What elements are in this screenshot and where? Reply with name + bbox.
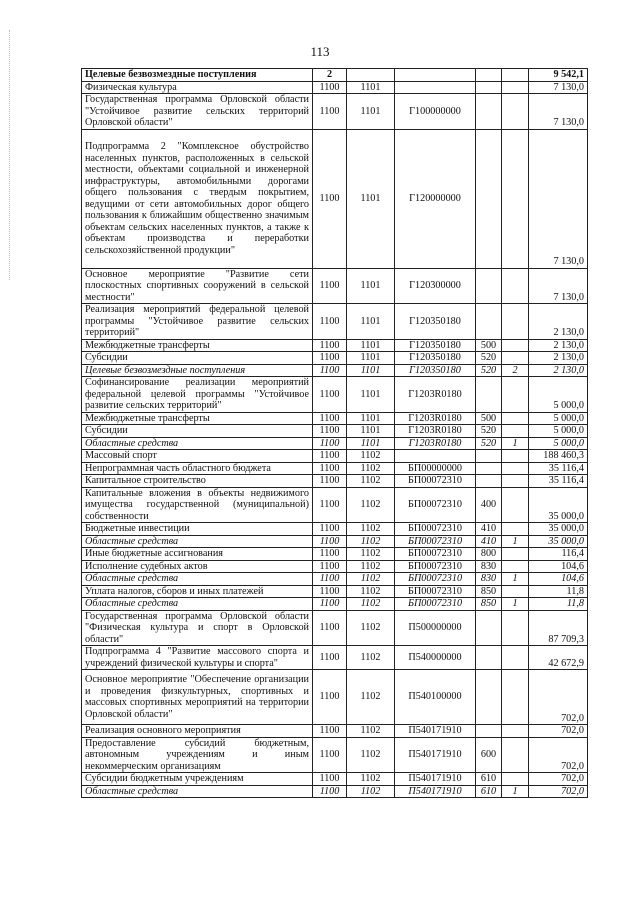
cell-expense-type (476, 304, 502, 340)
cell-sum: 7 130,0 (529, 129, 588, 268)
cell-name: Реализация мероприятий федеральной целевой программы "Устойчивое развитие сельских территорий" (82, 304, 313, 340)
cell-sum: 35 000,0 (529, 535, 588, 548)
cell-section: 1100 (313, 339, 347, 352)
cell-source (502, 725, 529, 738)
cell-sum: 7 130,0 (529, 268, 588, 304)
cell-name: Основное мероприятие "Обеспечение организации и проведения физкультурных, спортивных и массовых спортивных мероприятий на территории Орловской области" (82, 670, 313, 725)
cell-name: Целевые безвозмездные поступления (82, 69, 313, 82)
cell-source (502, 560, 529, 573)
cell-section: 1100 (313, 475, 347, 488)
cell-expense-type (476, 646, 502, 670)
cell-name: Областные средства (82, 598, 313, 611)
cell-source (502, 304, 529, 340)
table-row (82, 462, 588, 475)
cell-source (502, 94, 529, 130)
table-row (82, 304, 588, 340)
cell-name: Физическая культура (82, 81, 313, 94)
cell-section: 1100 (313, 610, 347, 646)
cell-source (502, 81, 529, 94)
cell-sum: 2 130,0 (529, 364, 588, 377)
table-row (82, 425, 588, 438)
cell-source: 1 (502, 535, 529, 548)
cell-section: 1100 (313, 725, 347, 738)
cell-subsection: 1102 (347, 610, 395, 646)
cell-subsection: 1101 (347, 339, 395, 352)
cell-sum: 702,0 (529, 725, 588, 738)
cell-source (502, 268, 529, 304)
cell-sum: 35 116,4 (529, 475, 588, 488)
cell-target: Г1203R0180 (395, 412, 476, 425)
table-row (82, 352, 588, 365)
cell-expense-type (476, 94, 502, 130)
cell-expense-type (476, 377, 502, 413)
cell-name: Межбюджетные трансферты (82, 412, 313, 425)
cell-section: 1100 (313, 548, 347, 561)
cell-subsection: 1101 (347, 304, 395, 340)
cell-sum: 42 672,9 (529, 646, 588, 670)
cell-sum: 35 116,4 (529, 462, 588, 475)
cell-source (502, 462, 529, 475)
cell-name: Областные средства (82, 437, 313, 450)
cell-subsection: 1102 (347, 462, 395, 475)
cell-target: Г120350180 (395, 339, 476, 352)
table-row (82, 364, 588, 377)
cell-subsection: 1102 (347, 598, 395, 611)
cell-target: Г120300000 (395, 268, 476, 304)
cell-source (502, 610, 529, 646)
cell-sum: 11,8 (529, 585, 588, 598)
cell-expense-type (476, 670, 502, 725)
cell-expense-type (476, 450, 502, 463)
cell-section: 1100 (313, 81, 347, 94)
table-row (82, 598, 588, 611)
cell-section: 1100 (313, 129, 347, 268)
table-row (82, 610, 588, 646)
cell-target: Г1203R0180 (395, 437, 476, 450)
cell-sum: 702,0 (529, 773, 588, 786)
cell-subsection: 1102 (347, 548, 395, 561)
cell-name: Субсидии (82, 425, 313, 438)
cell-target: БП00072310 (395, 573, 476, 586)
table-row (82, 737, 588, 773)
table-row (82, 94, 588, 130)
cell-expense-type: 830 (476, 573, 502, 586)
cell-name: Непрограммная часть областного бюджета (82, 462, 313, 475)
cell-expense-type: 410 (476, 535, 502, 548)
table-row (82, 535, 588, 548)
table-row (82, 339, 588, 352)
cell-source: 1 (502, 785, 529, 798)
cell-section: 1100 (313, 560, 347, 573)
table-row (82, 646, 588, 670)
cell-name: Софинансирование реализации мероприятий федеральной целевой программы "Устойчивое развитие сельских территорий" (82, 377, 313, 413)
cell-section: 1100 (313, 785, 347, 798)
cell-target: Г120350180 (395, 352, 476, 365)
cell-source (502, 773, 529, 786)
cell-target: БП00000000 (395, 462, 476, 475)
cell-target: Г1203R0180 (395, 425, 476, 438)
cell-name: Основное мероприятие "Развитие сети плоскостных спортивных сооружений в сельской местности" (82, 268, 313, 304)
cell-name: Областные средства (82, 573, 313, 586)
table-row (82, 773, 588, 786)
cell-target (395, 81, 476, 94)
cell-expense-type: 800 (476, 548, 502, 561)
table-row (82, 785, 588, 798)
cell-name: Реализация основного мероприятия (82, 725, 313, 738)
cell-sum: 5 000,0 (529, 377, 588, 413)
cell-sum: 116,4 (529, 548, 588, 561)
cell-section: 1100 (313, 377, 347, 413)
cell-target: Г1203R0180 (395, 377, 476, 413)
cell-sum: 104,6 (529, 560, 588, 573)
cell-section: 1100 (313, 773, 347, 786)
cell-source (502, 69, 529, 82)
budget-table (81, 68, 588, 798)
cell-source (502, 425, 529, 438)
cell-section: 1100 (313, 585, 347, 598)
cell-subsection: 1101 (347, 268, 395, 304)
cell-target: П500000000 (395, 610, 476, 646)
cell-section: 1100 (313, 670, 347, 725)
cell-target (395, 450, 476, 463)
cell-subsection: 1102 (347, 523, 395, 536)
cell-name: Массовый спорт (82, 450, 313, 463)
cell-target: БП00072310 (395, 523, 476, 536)
cell-sum: 35 000,0 (529, 523, 588, 536)
table-row (82, 412, 588, 425)
table-row (82, 560, 588, 573)
cell-section: 1100 (313, 364, 347, 377)
table-row (82, 69, 588, 82)
cell-expense-type: 520 (476, 425, 502, 438)
cell-subsection: 1102 (347, 535, 395, 548)
cell-expense-type (476, 69, 502, 82)
scan-edge-mark (9, 30, 11, 280)
cell-subsection: 1101 (347, 425, 395, 438)
table-row (82, 573, 588, 586)
cell-subsection: 1102 (347, 737, 395, 773)
cell-source: 1 (502, 573, 529, 586)
cell-section: 1100 (313, 94, 347, 130)
cell-section: 1100 (313, 573, 347, 586)
cell-sum: 87 709,3 (529, 610, 588, 646)
cell-target: П540171910 (395, 725, 476, 738)
cell-source (502, 548, 529, 561)
cell-target: БП00072310 (395, 585, 476, 598)
cell-subsection: 1102 (347, 773, 395, 786)
cell-section: 1100 (313, 425, 347, 438)
cell-target: П540171910 (395, 773, 476, 786)
cell-subsection: 1102 (347, 785, 395, 798)
cell-subsection: 1102 (347, 725, 395, 738)
cell-source (502, 475, 529, 488)
cell-subsection: 1101 (347, 364, 395, 377)
table-row (82, 487, 588, 523)
cell-subsection: 1102 (347, 560, 395, 573)
cell-sum: 188 460,3 (529, 450, 588, 463)
cell-subsection: 1101 (347, 81, 395, 94)
cell-sum: 2 130,0 (529, 304, 588, 340)
cell-subsection: 1101 (347, 129, 395, 268)
cell-subsection: 1102 (347, 646, 395, 670)
cell-target: БП00072310 (395, 560, 476, 573)
cell-expense-type (476, 81, 502, 94)
cell-source (502, 585, 529, 598)
cell-expense-type: 400 (476, 487, 502, 523)
cell-subsection: 1102 (347, 450, 395, 463)
cell-name: Государственная программа Орловской области "Физическая культура и спорт в Орловской области" (82, 610, 313, 646)
cell-subsection (347, 69, 395, 82)
cell-sum: 2 130,0 (529, 352, 588, 365)
table-row (82, 475, 588, 488)
cell-source (502, 377, 529, 413)
cell-name: Межбюджетные трансферты (82, 339, 313, 352)
cell-sum: 702,0 (529, 737, 588, 773)
cell-expense-type (476, 725, 502, 738)
cell-source (502, 670, 529, 725)
cell-section: 2 (313, 69, 347, 82)
table-row (82, 129, 588, 268)
cell-source (502, 523, 529, 536)
cell-section: 1100 (313, 437, 347, 450)
cell-sum: 11,8 (529, 598, 588, 611)
cell-name: Целевые безвозмездные поступления (82, 364, 313, 377)
cell-subsection: 1101 (347, 377, 395, 413)
table-row (82, 437, 588, 450)
cell-section: 1100 (313, 598, 347, 611)
cell-name: Субсидии бюджетным учреждениям (82, 773, 313, 786)
cell-sum: 5 000,0 (529, 412, 588, 425)
cell-expense-type: 500 (476, 339, 502, 352)
cell-sum: 7 130,0 (529, 81, 588, 94)
cell-expense-type (476, 475, 502, 488)
cell-target: Г120350180 (395, 304, 476, 340)
cell-subsection: 1102 (347, 487, 395, 523)
cell-sum: 2 130,0 (529, 339, 588, 352)
cell-expense-type: 520 (476, 437, 502, 450)
cell-source (502, 450, 529, 463)
cell-section: 1100 (313, 462, 347, 475)
table-row (82, 377, 588, 413)
cell-sum: 104,6 (529, 573, 588, 586)
cell-expense-type: 520 (476, 352, 502, 365)
table-row (82, 670, 588, 725)
cell-sum: 5 000,0 (529, 437, 588, 450)
cell-name: Иные бюджетные ассигнования (82, 548, 313, 561)
cell-expense-type: 600 (476, 737, 502, 773)
cell-name: Государственная программа Орловской области "Устойчивое развитие сельских территорий Орловской области" (82, 94, 313, 130)
cell-source (502, 352, 529, 365)
cell-subsection: 1102 (347, 573, 395, 586)
cell-subsection: 1101 (347, 352, 395, 365)
cell-target: П540100000 (395, 670, 476, 725)
cell-expense-type: 410 (476, 523, 502, 536)
cell-expense-type (476, 610, 502, 646)
cell-section: 1100 (313, 268, 347, 304)
cell-name: Предоставление субсидий бюджетным, автономным учреждениям и иным некоммерческим организациям (82, 737, 313, 773)
cell-target: БП00072310 (395, 487, 476, 523)
cell-source (502, 737, 529, 773)
cell-expense-type: 520 (476, 364, 502, 377)
cell-target: П540171910 (395, 785, 476, 798)
cell-name: Капитальное строительство (82, 475, 313, 488)
table-row (82, 548, 588, 561)
cell-name: Капитальные вложения в объекты недвижимого имущества государственной (муниципальной) собственности (82, 487, 313, 523)
cell-section: 1100 (313, 487, 347, 523)
cell-sum: 7 130,0 (529, 94, 588, 130)
cell-section: 1100 (313, 535, 347, 548)
cell-section: 1100 (313, 523, 347, 536)
cell-name: Областные средства (82, 535, 313, 548)
table-row (82, 81, 588, 94)
cell-expense-type (476, 268, 502, 304)
page-number: 113 (310, 44, 330, 59)
cell-target: БП00072310 (395, 535, 476, 548)
cell-name: Субсидии (82, 352, 313, 365)
cell-source (502, 487, 529, 523)
cell-target: БП00072310 (395, 475, 476, 488)
cell-name: Подпрограмма 2 "Комплексное обустройство населенных пунктов, расположенных в сельской местности, объектами социальной и инженерной инфраструктуры, автомобильными дорогами общего пользования с твердым покрытием, ведущими от сети автомобильных дорог общего пользования к ближайшим общественно значимым объектам сельских населенных пунктов, а также к объектам производства и переработки сельскохозяйственной продукции" (82, 129, 313, 268)
cell-target: П540171910 (395, 737, 476, 773)
cell-expense-type: 610 (476, 785, 502, 798)
cell-target (395, 69, 476, 82)
cell-subsection: 1102 (347, 475, 395, 488)
cell-subsection: 1101 (347, 412, 395, 425)
table-row (82, 585, 588, 598)
cell-section: 1100 (313, 352, 347, 365)
cell-target: БП00072310 (395, 598, 476, 611)
table-row (82, 450, 588, 463)
cell-target: Г120350180 (395, 364, 476, 377)
cell-sum: 702,0 (529, 670, 588, 725)
cell-target: БП00072310 (395, 548, 476, 561)
cell-sum: 9 542,1 (529, 69, 588, 82)
cell-section: 1100 (313, 737, 347, 773)
cell-sum: 702,0 (529, 785, 588, 798)
cell-source: 1 (502, 437, 529, 450)
cell-expense-type: 610 (476, 773, 502, 786)
cell-source (502, 412, 529, 425)
cell-subsection: 1102 (347, 585, 395, 598)
cell-section: 1100 (313, 304, 347, 340)
cell-expense-type: 850 (476, 598, 502, 611)
cell-target: П540000000 (395, 646, 476, 670)
cell-expense-type (476, 462, 502, 475)
cell-name: Бюджетные инвестиции (82, 523, 313, 536)
cell-name: Областные средства (82, 785, 313, 798)
cell-sum: 35 000,0 (529, 487, 588, 523)
cell-expense-type: 500 (476, 412, 502, 425)
cell-source (502, 339, 529, 352)
cell-expense-type (476, 129, 502, 268)
table-row (82, 268, 588, 304)
cell-sum: 5 000,0 (529, 425, 588, 438)
cell-expense-type: 830 (476, 560, 502, 573)
cell-name: Подпрограмма 4 "Развитие массового спорта и учреждений физической культуры и спорта" (82, 646, 313, 670)
cell-source: 2 (502, 364, 529, 377)
cell-source: 1 (502, 598, 529, 611)
cell-source (502, 129, 529, 268)
cell-section: 1100 (313, 412, 347, 425)
cell-target: Г120000000 (395, 129, 476, 268)
cell-target: Г100000000 (395, 94, 476, 130)
cell-subsection: 1102 (347, 670, 395, 725)
cell-subsection: 1101 (347, 437, 395, 450)
cell-section: 1100 (313, 646, 347, 670)
cell-source (502, 646, 529, 670)
cell-subsection: 1101 (347, 94, 395, 130)
cell-expense-type: 850 (476, 585, 502, 598)
cell-section: 1100 (313, 450, 347, 463)
cell-name: Исполнение судебных актов (82, 560, 313, 573)
table-row (82, 725, 588, 738)
table-row (82, 523, 588, 536)
cell-name: Уплата налогов, сборов и иных платежей (82, 585, 313, 598)
